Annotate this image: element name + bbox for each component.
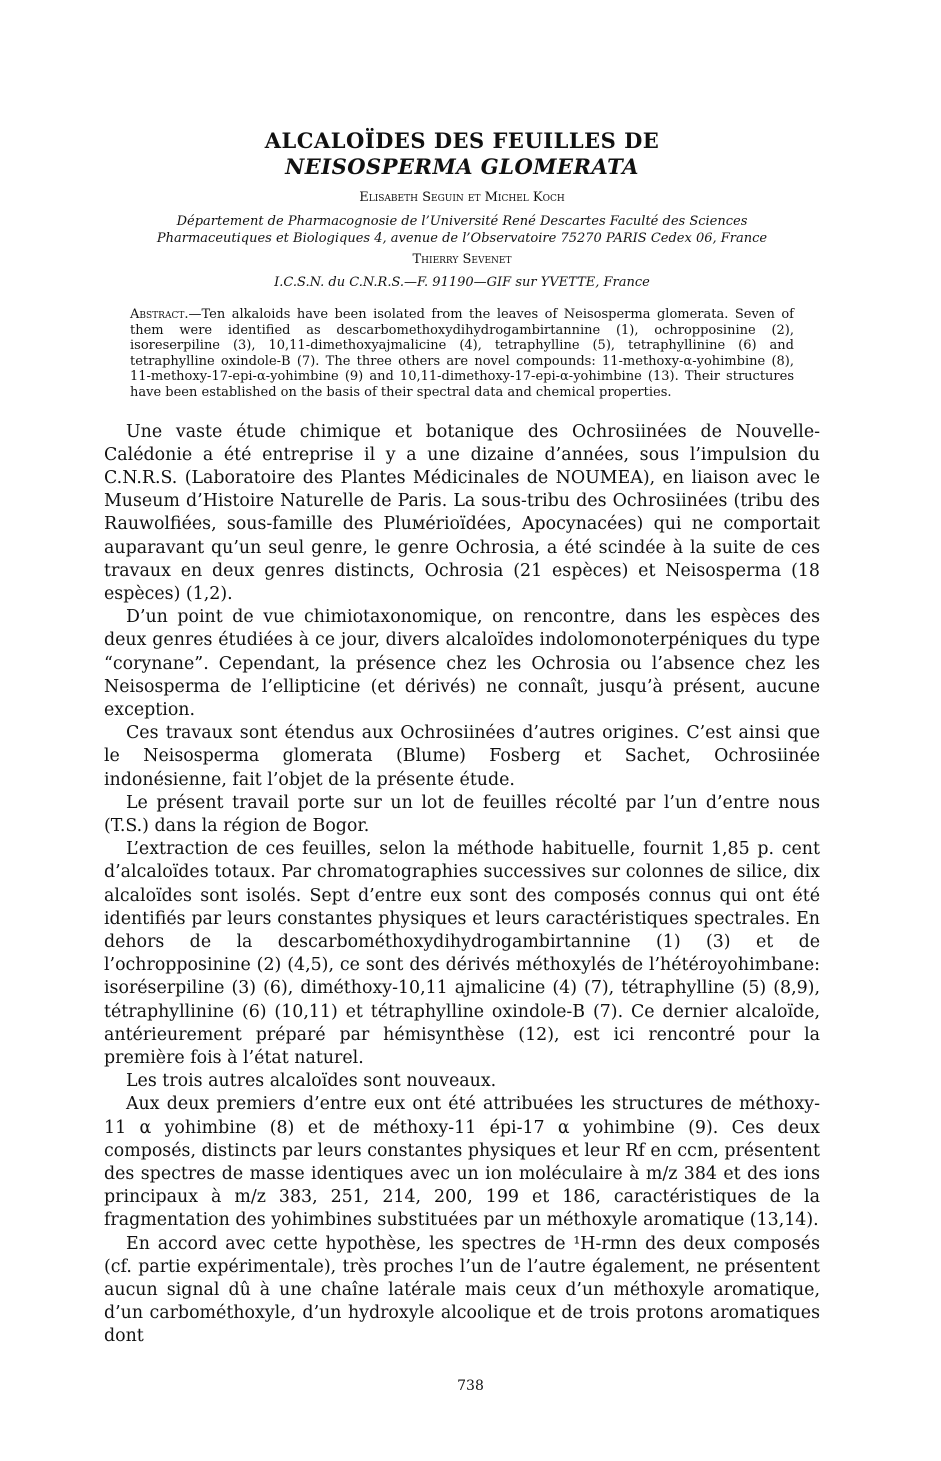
paragraph: Le présent travail porte sur un lot de feuilles récolté par l’un d’entre nous (T.S.) dans la région de Bogor.	[104, 792, 820, 837]
paragraph: Ces travaux sont étendus aux Ochrosiinées d’autres origines. C’est ainsi que le Neisosperma glomerata (Blume) Fosberg et Sachet, Ochrosiinée indonésienne, fait l’objet de la présente étude.	[104, 723, 820, 790]
abstract	[130, 307, 794, 401]
article-page	[104, 128, 820, 1349]
abstract-text: —Ten alkaloids have been isolated from the leaves of Neisosperma glomerata. Seven of them were identified as descarbomethoxydihydrogambirtannine (1), ochropposinine (2), isoreserpiline (3), 10,11-dimethoxyajmalicine (4), tetraphylline (5), tetraphyllinine (6) and tetraphylline oxindole-B (7). The three others are novel compounds: 11-methoxy-α-yohimbine (8), 11-methoxy-17-epi-α-yohimbine (9) and 10,11-dimethoxy-17-epi-α-yohimbine (13). Their structures have been established on the basis of their spectral data and chemical properties.	[130, 307, 794, 400]
article-body	[104, 421, 820, 1349]
author-2: Thierry Sevenet	[412, 252, 512, 267]
affiliation-1-line-2: Pharmaceutiques et Biologiques 4, avenue de l’Observatoire 75270 PARIS Cedex 06, France	[156, 231, 768, 246]
authors: Elisabeth Seguin et Michel Koch	[359, 190, 565, 205]
paragraph: Aux deux premiers d’entre eux ont été attribuées les structures de méthoxy-11 α yohimbine (8) et de méthoxy-11 épi-17 α yohimbine (9). Ces deux composés, distincts par leurs constantes physiques et leur Rf en ccm, présentent des spectres de masse identiques avec un ion moléculaire à m/z 384 et des ions principaux à m/z 383, 251, 214, 200, 199 et 186, caractéristiques de la fragmentation des yohimbines substituées par un méthoxyle aromatique (13,14).	[104, 1094, 820, 1231]
paragraph: L’extraction de ces feuilles, selon la méthode habituelle, fournit 1,85 p. cent d’alcaloïdes totaux. Par chromatographies successives sur colonnes de silice, dix alcaloïdes sont isolés. Sept d’entre eux sont des composés connus qui ont été identifiés par leurs constantes physiques et leurs caractéristiques spectrales. En dehors de la descarbométhoxydihydrogambirtannine (1) (3) et de l’ochropposinine (2) (4,5), ce sont des dérivés méthoxylés de l’hétéroyohimbane: isoréserpiline (3) (6), diméthoxy-10,11 ajmalicine (4) (7), tétraphylline (5) (8,9), tétraphyllinine (6) (10,11) et tétraphylline oxindole-B (7). Ce dernier alcaloïde, antérieurement préparé par hémisynthèse (12), est ici rencontré pour la première fois à l’état naturel.	[104, 839, 820, 1069]
affiliation-1-line-1: Département de Pharmacognosie de l’Université René Descartes Faculté des Sciences	[176, 214, 748, 229]
title-line-1: ALCALOÏDES DES FEUILLES DE	[264, 128, 660, 153]
paragraph: D’un point de vue chimiotaxonomique, on rencontre, dans les espèces des deux genres étudiées à ce jour, divers alcaloïdes indolomonoterpéniques du type “corynane”. Cependant, la présence chez les Ochrosia ou l’absence chez les Neisosperma de l’ellipticine (et dérivés) ne connaît, jusqu’à présent, aucune exception.	[104, 607, 820, 720]
title-line-2: NEISOSPERMA GLOMERATA	[285, 154, 639, 179]
page-number: 738	[457, 1378, 484, 1394]
article-title	[104, 128, 820, 180]
paragraph: Une vaste étude chimique et botanique des Ochrosiinées de Nouvelle-Calédonie a été entreprise il y a une dizaine d’années, sous l’impulsion du C.N.R.S. (Laboratoire des Plantes Médicinales de NOUMEA), en liaison avec le Museum d’Histoire Naturelle de Paris. La sous-tribu des Ochrosiinées (tribu des Rauwolfiées, sous-famille des Pluмérioïdées, Apocynacées) qui ne comportait auparavant qu’un seul genre, le genre Ochrosia, a été scindée à la suite de ces travaux en deux genres distincts, Ochrosia (21 espèces) et Neisosperma (18 espèces) (1,2).	[104, 421, 820, 604]
paragraph: En accord avec cette hypothèse, les spectres de ¹H-rmn des deux composés (cf. partie expérimentale), très proches l’un de l’autre également, ne présentent aucun signal dû à une chaîne latérale mais ceux d’un méthoxyle aromatique, d’un carbométhoxyle, d’un hydroxyle alcoolique et de trois protons aromatiques dont	[104, 1233, 820, 1347]
paragraph: Les trois autres alcaloïdes sont nouveaux.	[126, 1071, 497, 1092]
abstract-label: Abstract.	[130, 307, 189, 322]
affiliation-1	[104, 213, 820, 247]
affiliation-2: I.C.S.N. du C.N.R.S.—F. 91190—GIF sur YVETTE, France	[274, 275, 650, 290]
